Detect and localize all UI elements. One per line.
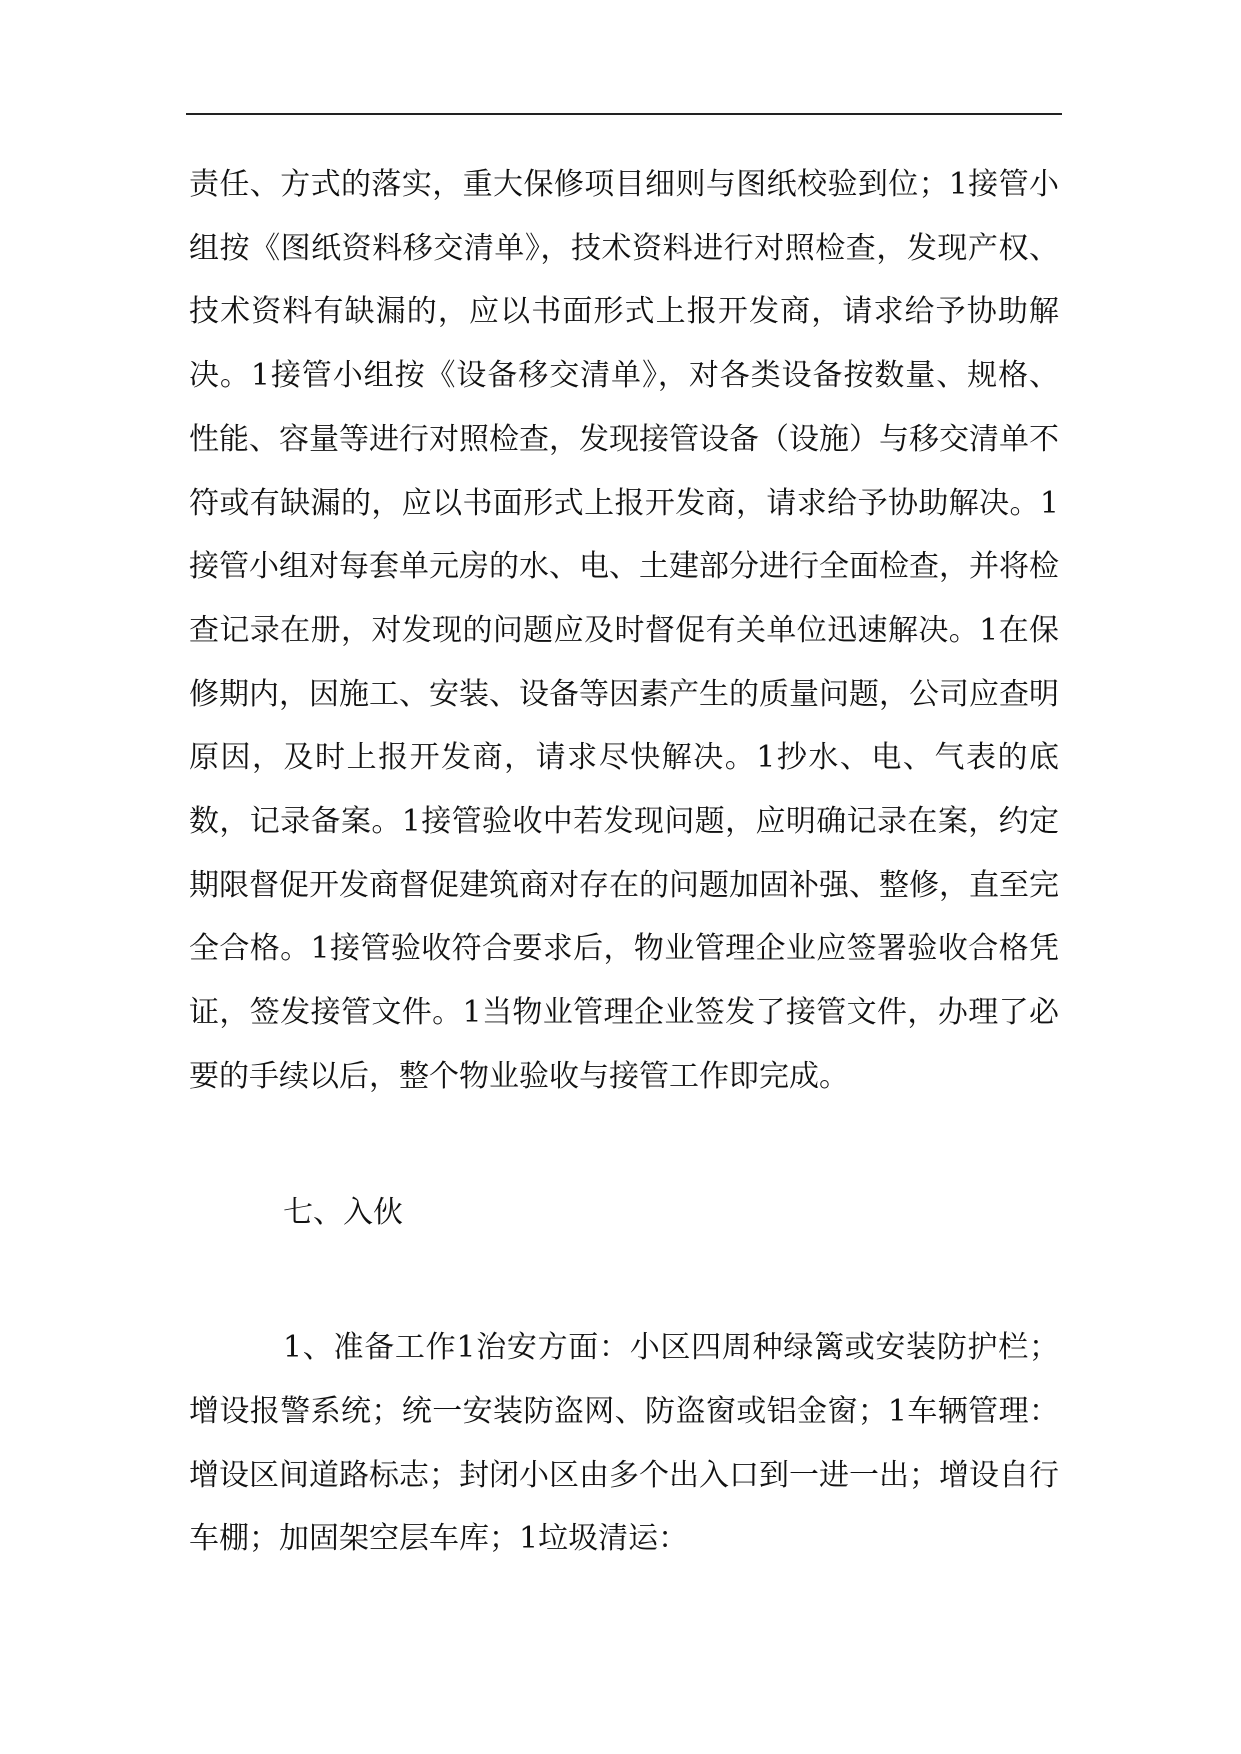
paragraph-move-in-preparation: 1、准备工作1治安方面：小区四周种绿篱或安装防护栏；增设报警系统；统一安装防盗网、防盗窗或铝金窗；1车辆管理：增设区间道路标志；封闭小区由多个出入口到一进一出；增设自行车棚；加固架空层车库；1垃圾清运：: [189, 1330, 1059, 1557]
paragraph-handover-procedure: 责任、方式的落实，重大保修项目细则与图纸校验到位；1接管小组按《图纸资料移交清单》，技术资料进行对照检查，发现产权、技术资料有缺漏的，应以书面形式上报开发商，请求给予协助解决。1接管小组按《设备移交清单》，对各类设备按数量、规格、性能、容量等进行对照检查，发现接管设备（设施）与移交清单不符或有缺漏的，应以书面形式上报开发商，请求给予协助解决。1接管小组对每套单元房的水、电、土建部分进行全面检查，并将检查记录在册，对发现的问题应及时督促有关单位迅速解决。1在保修期内，因施工、安装、设备等因素产生的质量问题，公司应查明原因，及时上报开发商，请求尽快解决。1抄水、电、气表的底数，记录备案。1接管验收中若发现问题，应明确记录在案，约定期限督促开发商督促建筑商对存在的问题加固补强、整修，直至完全合格。1接管验收符合要求后，物业管理企业应签署验收合格凭证，签发接管文件。1当物业管理企业签发了接管文件，办理了必要的手续以后，整个物业验收与接管工作即完成。: [189, 167, 1059, 1094]
header-rule: [186, 113, 1062, 115]
section-heading-move-in: 七、入伙: [283, 1194, 403, 1230]
document-body: [189, 153, 1059, 1571]
